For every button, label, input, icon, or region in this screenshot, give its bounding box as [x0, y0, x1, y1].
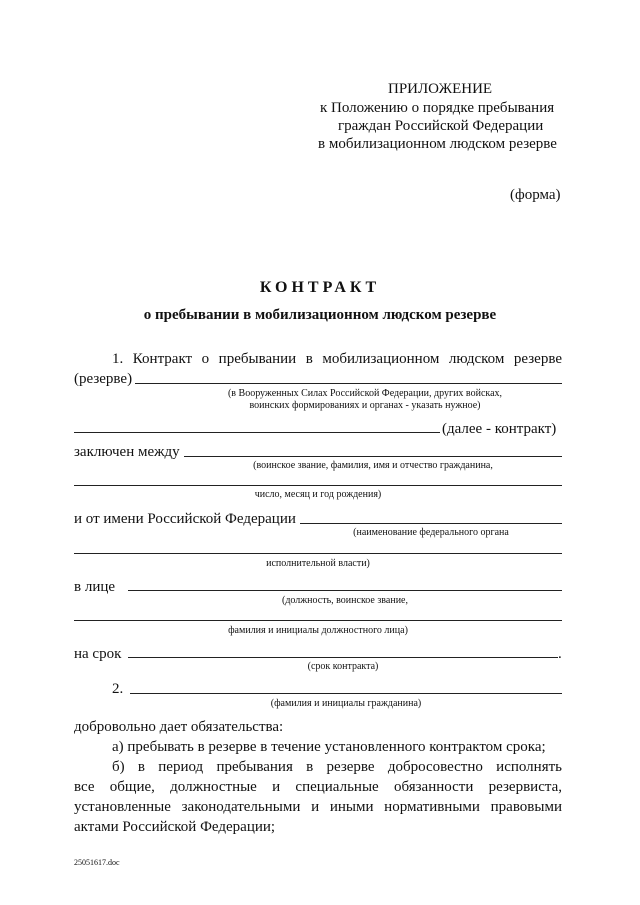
agency-blank-2 [74, 553, 562, 554]
footer-filename: 25051617.doc [74, 858, 120, 867]
hint-agency-2: исполнительной власти) [266, 558, 370, 569]
hint-forces-2: воинских формированиях и органах - указать нужное) [249, 400, 481, 411]
hint-official-2: фамилия и инициалы должностного лица) [228, 625, 408, 636]
represented-by-label: в лице [74, 579, 116, 595]
further-contract-label: (далее - контракт) [442, 421, 557, 437]
reserve-forces-blank [135, 383, 562, 384]
appendix-line-2: граждан Российской Федерации [338, 118, 544, 134]
document-subtitle: о пребывании в мобилизационном людском резерве [143, 307, 497, 323]
citizen-blank-1 [184, 456, 562, 457]
agency-blank-1 [300, 523, 562, 524]
hint-agency-1: (наименование федерального органа [353, 527, 509, 538]
form-label: (форма) [510, 187, 561, 203]
term-label: на срок [74, 646, 122, 662]
paragraph-2-number: 2. [112, 681, 124, 697]
hint-forces-1: (в Вооруженных Силах Российской Федерации, других войсках, [227, 388, 503, 399]
item-b-line-3: установленные законодательными и иными нормативными правовыми [74, 799, 562, 815]
hint-official-1: (должность, воинское звание, [282, 595, 408, 606]
citizen-name-blank [130, 693, 562, 694]
term-period: . [558, 646, 562, 662]
hint-term: (срок контракта) [307, 661, 379, 672]
paragraph-1-line-1: 1. Контракт о пребывании в мобилизационном людском резерве [112, 351, 562, 367]
official-blank-2 [74, 620, 562, 621]
reserve-label: (резерве) [74, 371, 133, 387]
hint-citizen-name: (фамилия и инициалы гражданина) [270, 698, 422, 709]
hint-citizen-2: число, месяц и год рождения) [254, 489, 382, 500]
item-a-text: а) пребывать в резерве в течение установленного контрактом срока; [112, 739, 546, 755]
hint-citizen-1: (воинское звание, фамилия, имя и отчество гражданина, [253, 460, 493, 471]
item-b-line-1: б) в период пребывания в резерве добросовестно исполнять [112, 759, 562, 775]
appendix-heading: ПРИЛОЖЕНИЕ [388, 81, 493, 97]
item-b-line-2: все общие, должностные и специальные обязанности резервиста, [74, 779, 562, 795]
voluntarily-text: добровольно дает обязательства: [74, 719, 284, 735]
item-b-line-4: актами Российской Федерации; [74, 819, 276, 835]
document-title: КОНТРАКТ [259, 279, 381, 296]
forces-continuation-blank [74, 432, 440, 433]
citizen-blank-2 [74, 485, 562, 486]
appendix-line-1: к Положению о порядке пребывания [320, 100, 555, 116]
term-blank [128, 657, 558, 658]
concluded-between-label: заключен между [74, 444, 180, 460]
on-behalf-label: и от имени Российской Федерации [74, 511, 296, 527]
official-blank-1 [128, 590, 562, 591]
appendix-line-3: в мобилизационном людском резерве [318, 136, 557, 152]
